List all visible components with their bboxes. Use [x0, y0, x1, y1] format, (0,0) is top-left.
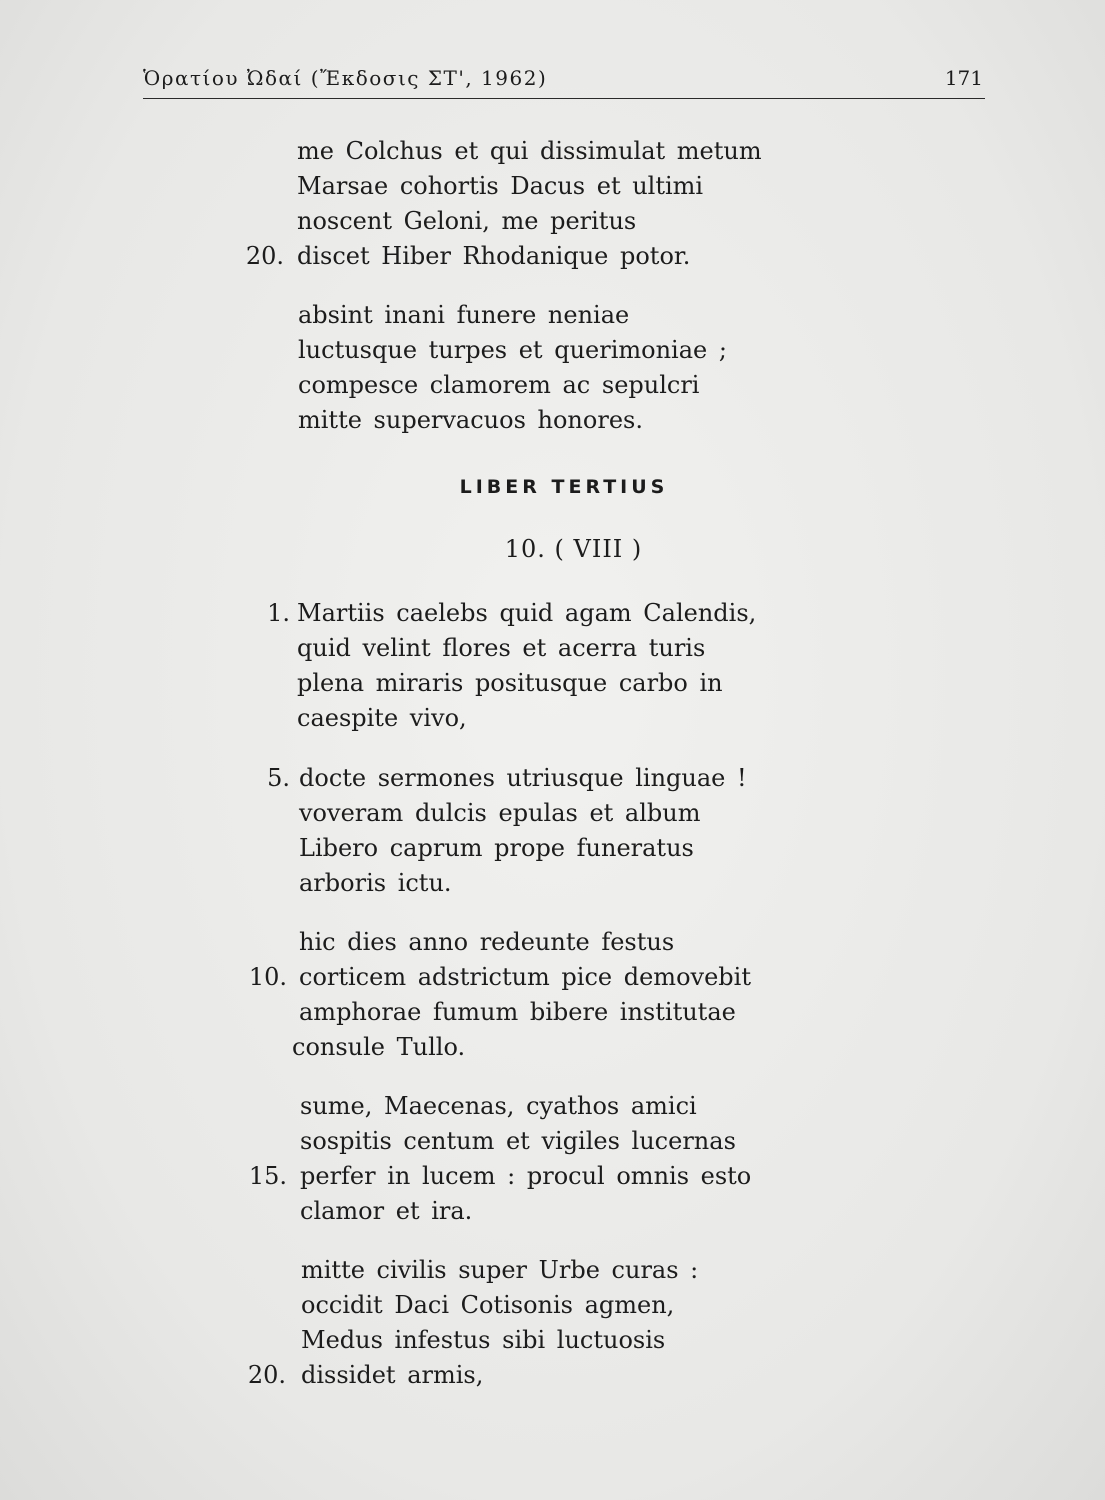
verse-text: compesce clamorem ac sepulcri	[298, 371, 700, 399]
running-header-title: Ὁρατίου Ὠδαί (Ἔκδοσις ΣΤ', 1962)	[143, 66, 548, 90]
running-header	[143, 62, 985, 99]
verse-text: mitte civilis super Urbe curas :	[301, 1256, 699, 1284]
verse-text: Marsae cohortis Dacus et ultimi	[297, 172, 704, 200]
verse-text: dissidet armis,	[301, 1361, 484, 1389]
line-number: 20.	[247, 1361, 286, 1389]
verse-text: Libero caprum prope funeratus	[299, 834, 694, 862]
verse-text: caespite vivo,	[297, 704, 467, 732]
verse-text: voveram dulcis epulas et album	[299, 799, 701, 827]
line-number: 20.	[245, 242, 284, 270]
line-number: 5.	[267, 764, 290, 792]
verse-text: clamor et ira.	[300, 1197, 473, 1225]
verse-text: absint inani funere neniae	[298, 301, 630, 329]
verse-text: perfer in lucem : procul omnis esto	[300, 1162, 752, 1190]
line-number: 10.	[248, 963, 287, 991]
verse-text: me Colchus et qui dissimulat metum	[297, 137, 762, 165]
page-number: 171	[944, 66, 983, 90]
poem-title: 10. ( VIII )	[504, 535, 643, 563]
verse-text: discet Hiber Rhodanique potor.	[297, 242, 691, 270]
verse-text: quid velint flores et acerra turis	[297, 634, 706, 662]
verse-text: luctusque turpes et querimoniae ;	[298, 336, 727, 364]
line-number: 15.	[248, 1162, 287, 1190]
verse-text: corticem adstrictum pice demovebit	[299, 963, 751, 991]
verse-text: plena miraris positusque carbo in	[297, 669, 723, 697]
verse-text: docte sermones utriusque linguae !	[299, 764, 747, 792]
verse-text: arboris ictu.	[299, 869, 452, 897]
verse-text: Medus infestus sibi luctuosis	[301, 1326, 666, 1354]
line-number: 1.	[267, 599, 290, 627]
verse-text: consule Tullo.	[292, 1033, 466, 1061]
book-title: LIBER TERTIUS	[459, 476, 669, 498]
verse-text: Martiis caelebs quid agam Calendis,	[297, 599, 757, 627]
verse-text: noscent Geloni, me peritus	[297, 207, 637, 235]
verse-text: sospitis centum et vigiles lucernas	[300, 1127, 736, 1155]
verse-text: hic dies anno redeunte festus	[299, 928, 675, 956]
verse-text: occidit Daci Cotisonis agmen,	[301, 1291, 675, 1319]
verse-text: mitte supervacuos honores.	[298, 406, 643, 434]
verse-text: amphorae fumum bibere institutae	[299, 998, 736, 1026]
verse-text: sume, Maecenas, cyathos amici	[300, 1092, 697, 1120]
